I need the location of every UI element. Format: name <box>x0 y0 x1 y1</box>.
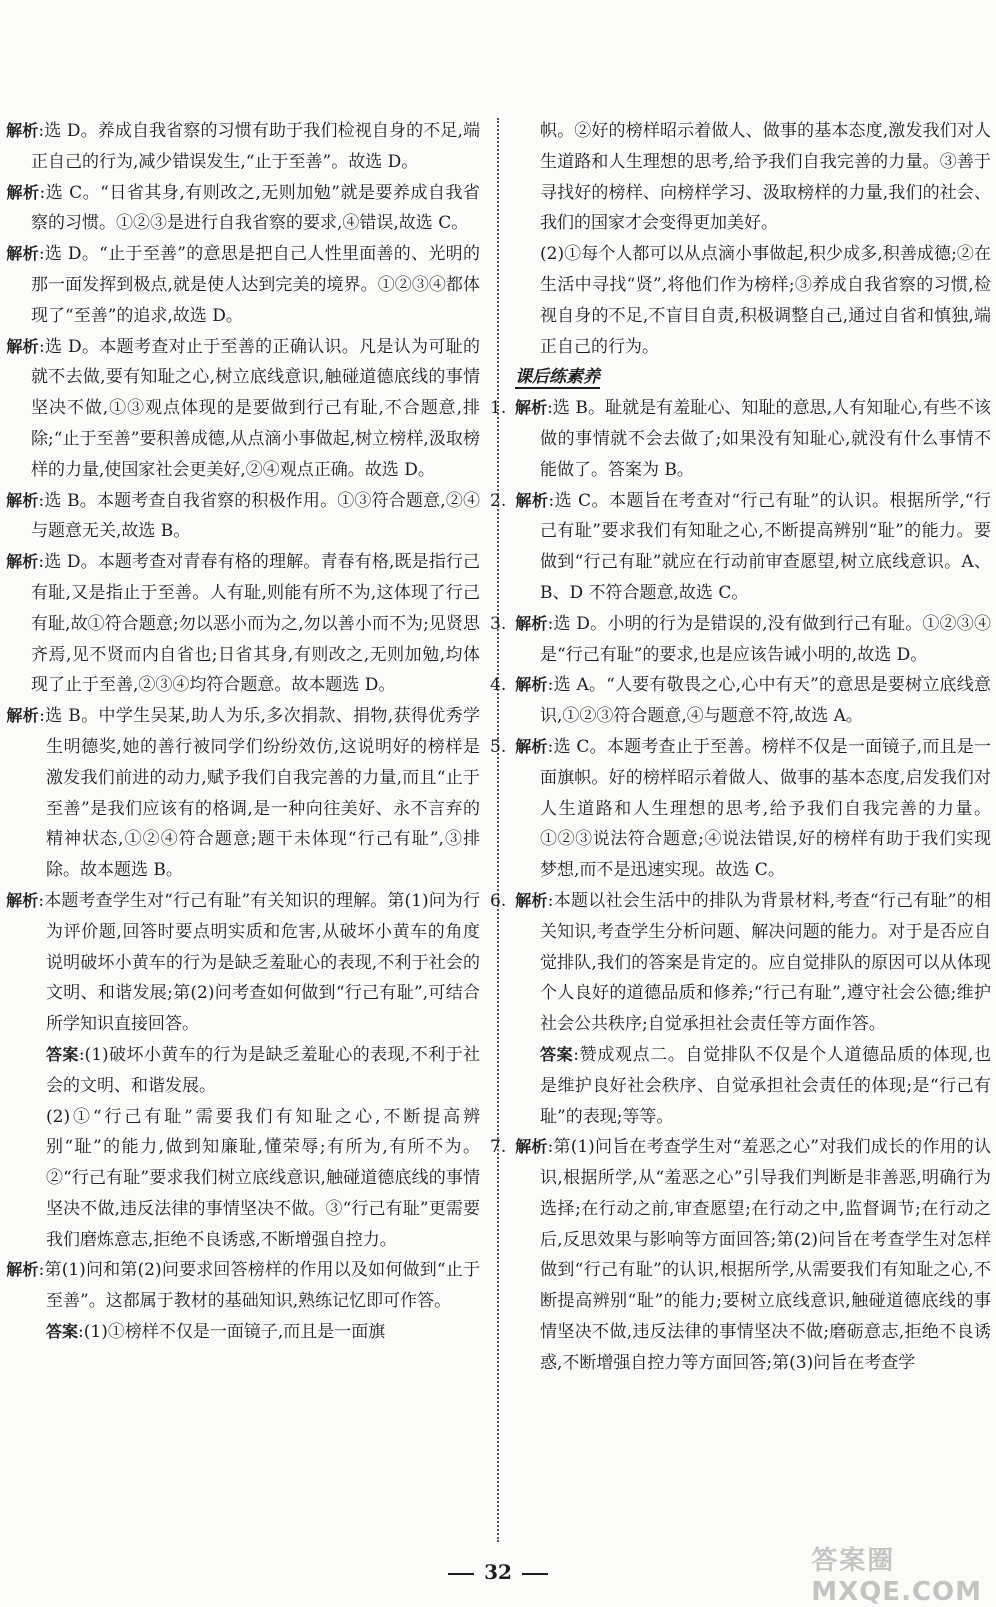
section-heading: 课后练素养 <box>515 367 600 388</box>
question-explanation: 解析:选 C。“日省其身,有则改之,无则加勉”就是要养成自我省察的习惯。①②③是进行自我省察的要求,④错误,故选 C。 <box>6 182 480 234</box>
answer-continuation: (2)①每个人都可以从点滴小事做起,积少成多,积善成德;②在生活中寻找“贤”,将他们作为榜样;③养成自我省察的习惯,检视自身的不足,不盲目自责,积极调整自己,通过自省和慎独,端正自己的行为。 <box>540 244 991 357</box>
left-column <box>6 116 480 1348</box>
question-explanation: 6. 解析:本题以社会生活中的排队为背景材料,考查“行己有耻”的相关知识,考查学生分析问题、解决问题的能力。对于是否应自觉排队,我们的答案是肯定的。应自觉排队的原因可以从体现个人良好的道德品质和修养;“行己有耻”,遵守社会公德;维护社会公共秩序;自觉承担社会责任等方面作答。 <box>490 890 991 1035</box>
question-explanation: 4. 解析:选 A。“人要有敬畏之心,心中有天”的意思是要树立底线意识,①②③符合题意,④与题意不符,故选 A。 <box>490 675 991 727</box>
watermark-url: MXQE.COM <box>811 1577 982 1607</box>
question-explanation: 解析:选 D。本题考查对止于至善的正确认识。凡是认为可耻的就不去做,要有知耻之心,树立底线意识,触碰道德底线的事情坚决不做,①③观点体现的是要做到行己有耻,不合题意,排除;“止于至善”要积善成德,从点滴小事做起,树立榜样,汲取榜样的力量,使国家社会更美好,②④观点正确。故选 D。 <box>6 336 480 480</box>
answer-paragraph: 答案:(1)①榜样不仅是一面镜子,而且是一面旗 <box>46 1322 386 1343</box>
question-explanation: 7. 解析:第(1)问旨在考查学生对“羞恶之心”对我们成长的作用的认识,根据所学,从“羞恶之心”引导我们判断是非善恶,明确行为选择;在行动之前,审查愿望;在行动之中,监督调节;在行动之后,反思效果与影响等方面回答;第(2)问旨在考查学生对怎样做到“行己有耻”的认识,根据所学,从需要我们有知耻之心,不断提高辨别“耻”的能力;要树立底线意识,触碰道德底线的事情坚决不做,违反法律的事情坚决不做;磨砺意志,拒绝不良诱惑,不断增强自控力等方面回答;第(3)问旨在考查学 <box>490 1137 991 1373</box>
page-number-text: 32 <box>484 1560 512 1584</box>
column-divider <box>497 118 499 1542</box>
question-explanation: 解析:第(1)问和第(2)问要求回答榜样的作用以及如何做到“止于至善”。这都属于教材的基础知识,熟练记忆即可作答。 <box>6 1260 480 1312</box>
question-explanation: 解析:选 B。本题考查自我省察的积极作用。①③符合题意,②④与题意无关,故选 B。 <box>6 490 480 542</box>
answer-continuation: 帜。②好的榜样昭示着做人、做事的基本态度,激发我们对人生道路和人生理想的思考,给予我们自我完善的力量。③善于寻找好的榜样、向榜样学习、汲取榜样的力量,我们的社会、我们的国家才会变得更加美好。 <box>540 121 991 234</box>
question-explanation: 解析:本题考查学生对“行己有耻”有关知识的理解。第(1)问为行为评价题,回答时要点明实质和危害,从破坏小黄车的角度说明破坏小黄车的行为是缺乏羞耻心的表现,不利于社会的文明、和谐发展;第(2)问考查如何做到“行己有耻”,可结合所学知识直接回答。 <box>6 890 480 1035</box>
watermark-text: 答案圈 <box>811 1546 896 1576</box>
answer-paragraph: 答案:赞成观点二。自觉排队不仅是个人道德品质的体现,也是维护良好社会秩序、自觉承担社会责任的体现;是“行己有耻”的表现;等等。 <box>540 1044 991 1127</box>
question-explanation: 5. 解析:选 C。本题考查止于至善。榜样不仅是一面镜子,而且是一面旗帜。好的榜样昭示着做人、做事的基本态度,启发我们对人生道路和人生理想的思考,给予我们自我完善的力量。①②③说法符合题意;④说法错误,好的榜样有助于我们实现梦想,而不是迅速实现。故选 C。 <box>490 736 991 881</box>
answer-paragraph: 答案:(1)破坏小黄车的行为是缺乏羞耻心的表现,不利于社会的文明、和谐发展。 <box>46 1044 480 1096</box>
watermark-logo <box>811 1540 982 1607</box>
question-explanation: 3. 解析:选 D。小明的行为是错误的,没有做到行己有耻。①②③④是“行己有耻”的要求,也是应该告诫小明的,故选 D。 <box>490 613 991 665</box>
question-explanation: 解析:选 D。“止于至善”的意思是把自己人性里面善的、光明的那一面发挥到极点,就是使人达到完美的境界。①②③④都体现了“至善”的追求,故选 D。 <box>6 244 480 326</box>
question-explanation: 解析:选 B。中学生吴某,助人为乐,多次捐款、捐物,获得优秀学生明德奖,她的善行被同学们纷纷效仿,这说明好的榜样是激发我们前进的动力,赋予我们自我完善的力量,而且“止于至善”是我们应该有的格调,是一种向往美好、永不言弃的精神状态,①②④符合题意;题干未体现“行己有耻”,③排除。故本题选 B。 <box>6 706 480 881</box>
right-column <box>490 116 991 1379</box>
question-explanation: 1. 解析:选 B。耻就是有羞耻心、知耻的意思,人有知耻心,有些不该做的事情就不会去做了;如果没有知耻心,就没有什么事情不能做了。答案为 B。 <box>490 398 991 480</box>
question-explanation: 2. 解析:选 C。本题旨在考查对“行己有耻”的认识。根据所学,“行己有耻”要求我们有知耻之心,不断提高辨别“耻”的能力。要做到“行己有耻”就应在行动前审查愿望,树立底线意识。A、B、D 不符合题意,故选 C。 <box>490 490 991 603</box>
question-explanation: 解析:选 D。养成自我省察的习惯有助于我们检视自身的不足,端正自己的行为,减少错误发生,“止于至善”。故选 D。 <box>6 121 480 172</box>
answer-continuation: (2)①“行己有耻”需要我们有知耻之心,不断提高辨别“耻”的能力,做到知廉耻,懂荣辱;有所为,有所不为。②“行己有耻”要求我们树立底线意识,触碰道德底线的事情坚决不做,违反法律的事情坚决不做。③“行己有耻”更需要我们磨炼意志,拒绝不良诱惑,不断增强自控力。 <box>46 1106 480 1250</box>
question-explanation: 解析:选 D。本题考查对青春有格的理解。青春有格,既是指行己有耻,又是指止于至善。人有耻,则能有所不为,这体现了行己有耻,故①符合题意;勿以恶小而为之,勿以善小而不为;见贤思齐焉,见不贤而内自省也;日省其身,有则改之,无则加勉,均体现了止于至善,②③④均符合题意。故本题选 D。 <box>6 552 480 696</box>
